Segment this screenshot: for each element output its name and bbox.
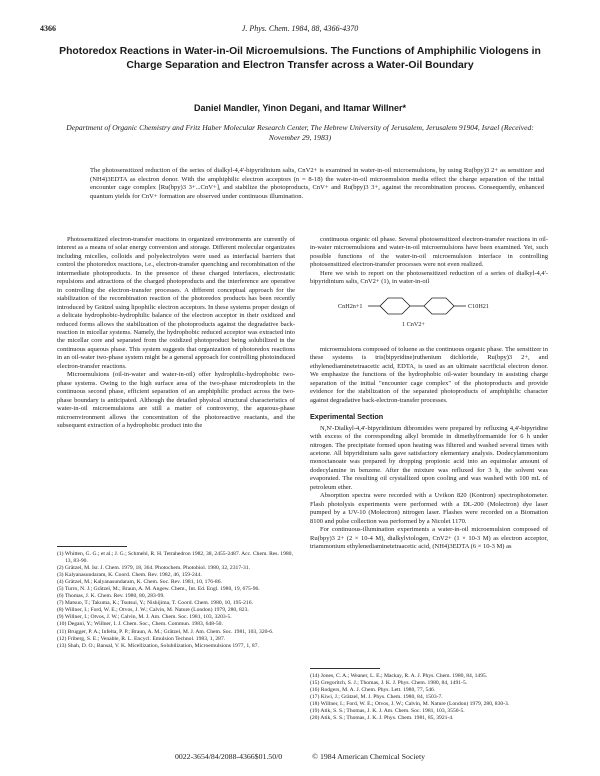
structure-right-group: C10H21	[468, 303, 489, 310]
footnote-rule-left	[57, 546, 127, 547]
reference: (15) Gregoritch, S. J.; Thomas, J. K. J. Phys. Chem. 1980, 84, 1491-5.	[310, 680, 468, 687]
left-column	[57, 236, 295, 430]
body-paragraph: Here we wish to report on the photosensitized reduction of a series of dialkyl-4,4'-bipyridinium salts, CnV2+ (1), in water-in-oil	[310, 269, 548, 286]
body-paragraph: microemulsions composed of toluene as the continuous organic phase. The sensitizer in these systems is tris(bipyridine)ruthenium dichloride, Ru(bpy)3 2+, and ethylenediaminetetraacetic acid, EDTA, is used as an ultimate sacrificial electron donor. We emphasize the functions of the hydrophobic oil-water boundary in assisting charge separation of the initial "encounter cage complex" of the photoproducts and provide evidence for the stabilization of the separated photoproducts of amphiphilic character against degradative back-electron-transfer processes.	[310, 346, 548, 404]
reference: (1) Whitten, G. G.; et al.; J. G.; Schmehl, R. H. Tetrahedron 1982, 38, 2455-2487. Acc. Chem. Res. 1980, 13, 83-90.	[57, 551, 293, 565]
structure-caption: 1 CnV2+	[402, 321, 425, 328]
reference: (6) Thomas, J. K. Chem. Rev. 1980, 80, 283-99.	[57, 593, 165, 600]
body-paragraph: Microemulsions (oil-in-water and water-in-oil) offer hydrophilic-hydrophobic two-phase systems. Owing to the high surface area of the two-phase microdroplets in the continuous second phase, efficient separation of an amphiphilic product across the two-phase boundary is anticipated. Although the detailed physical structural characteristics of water-in-oil microemulsions are still a matter of controversy, the aqueous-phase microenvironment allows the concentration of the photoreactive reactants, and the subsequent extraction of a hydrophobic product into the	[57, 371, 295, 429]
reference: (7) Matsuo, T.; Takuma, K.; Tsutsui, Y.; Nishijima, T. Coord. Chem. 1980, 10, 195-216.	[57, 600, 253, 607]
reference: (11) Brugger, P. A.; Infelta, P. P.; Braun, A. M.; Grätzel, M. J. Am. Chem. Soc. 1981, 103, 320-6.	[57, 628, 274, 635]
structure-left-group: CnH2n+1	[338, 303, 363, 310]
experimental-paragraph: Absorption spectra were recorded with a Uvikon 820 (Kontron) spectrophotometer. Flash photolysis experiments were performed with a DL-200 (Molectron) dye laser pumped by a UV-10 (Molectron) nitrogen laser. Flashes were recorded on a Biomation 8100 and pulse collection was performed by a Nicolet 1170.	[310, 492, 548, 525]
reference: (2) Grätzel, M. Isr. J. Chem. 1979, 18, 364. Photochem. Photobiol. 1980, 32, 2317-31.	[57, 565, 250, 572]
references-left	[57, 551, 295, 650]
article-code: 0022-3654/84/2088-4366$01.50/0	[174, 752, 283, 761]
page-number: 4366	[40, 24, 56, 33]
reference: (18) Willner, I.; Ford, W. E.; Otvos, J. W.; Calvin, M. Nature (London) 1979, 280, 830-3.	[310, 701, 510, 708]
footnote-rule-right	[310, 668, 380, 669]
experimental-paragraph: N,N'-Dialkyl-4,4'-bipyridinium dibromides were prepared by refluxing 4,4'-bipyridine with excess of the corresponding alkyl bromide in dimethylformamide for 6 h under nitrogen. The precipitate formed upon heating was filtered and washed several times with acetone. All bipyridinium salts gave satisfactory elementary analysis. Dodecylammonium monoctanoate was prepared by dropping propionic acid into an equimolar amount of dodecylamine in benzene. After the mixture was refluxed for 3 h, the solvent was evaporated. The resulting oil crystallized upon cooling and was washed with 100 mL of petroleum ether.	[310, 424, 548, 491]
reference: (4) Grätzel, M.; Kalyanasundaram, K. Chem. Soc. Rev. 1981, 10, 176-86.	[57, 579, 222, 586]
abstract: The photosensitized reduction of the series of dialkyl-4,4'-bipyridinium salts, CnV2+ is examined in water-in-oil microemulsions, by using Ru(bpy)3 2+ as sensitizer and (NH4)3EDTA as electron donor. With the amphiphilic electron acceptors (n = 8-18) the water-in-oil microemulsion media effect the charge separation of the initial encounter cage complex [Ru(bpy)3 3+...CnV+], and stabilize the photoproducts, CnV+ and Ru(bpy)3 3+, against the recombination process. Consequently, enhanced quantum yields for CnV+ formation are observed under continuous illumination.	[90, 167, 544, 200]
viologen-structure-diagram	[332, 292, 532, 332]
page-footer	[40, 752, 560, 761]
journal-citation: J. Phys. Chem. 1984, 88, 4366-4370	[241, 24, 359, 33]
reference: (13) Shah, D. O.; Bansal, V. K. Micellization, Solubilization, Microemulsions 1977, 1, 87.	[57, 642, 259, 649]
body-paragraph: Photosensitized electron-transfer reactions in organized environments are currently of interest as a means of solar energy conversion and storage. Different molecular organizates including micelles, colloids and polyelectrolytes were used as interfacial barriers that control the photoredox reactions, i.e., electron-transfer quenching and recombination of the intermediate photoproducts. In the presence of these charged interfaces, electrostatic repulsions and attractions of the charged photoproducts and the interference are operative in controlling the electron-transfer processes. A different conceptual approach for the stabilization of the recombination reaction of the photoredox products has been recently introduced by Grätzel using lipophilic electron acceptors. In these systems proper design of a delicate hydrophobic-hydrophilic balance of the electron acceptor in their oxidized and reduced forms allows the stabilization of the photoproducts against the degradative back-reaction in micellar systems. Namely, the hydrophobic reduced acceptor was extracted into the micellar core and separated from the oxidized photoproduct being solubilized in the continuous aqueous phase. This system suggests that organization of photoredox reactions in an oil-water two-phase system might be a general approach for controlling photoinduced electron-transfer reactions.	[57, 236, 295, 370]
author-list: Daniel Mandler, Yinon Degani, and Itamar Willner*	[194, 103, 406, 113]
reference: (3) Kalyanasundaram, K. Coord. Chem. Rev. 1982, 46, 159-244.	[57, 572, 202, 579]
right-column-body	[310, 346, 548, 551]
body-paragraph: continuous organic oil phase. Several photosensitized electron-transfer reactions in oil-in-water microemulsions and water-in-oil microemulsions have been examined. Yet, such possible functions of the water-in-oil microemulsion interface in controlling photosensitized electron-transfer processes were not even realized.	[310, 236, 548, 269]
running-header	[40, 24, 560, 36]
reference: (17) Kiwi, J.; Grätzel, M. J. Phys. Chem. 1980, 84, 1503-7.	[310, 694, 443, 701]
reference: (19) Atik, S. S.; Thomas, J. K. J. Am. Chem. Soc. 1981, 103, 3550-5.	[310, 708, 465, 715]
experimental-paragraph: For continuous-illumination experiments a water-in-oil microemulsion composed of Ru(bpy)3 2+ (2 × 10-4 M), dialkylviologen, CnV2+ (1 × 10-3 M) as electron acceptor, triammonium ethylenediaminetetraacetic acid, (NH4)3EDTA (6 × 10-3 M) as	[310, 526, 548, 550]
section-heading: Experimental Section	[310, 412, 384, 422]
reference: (9) Willner, I.; Otvos, J. W.; Calvin, M. J. Am. Chem. Soc. 1981, 103, 3203-5.	[57, 614, 232, 621]
reference: (14) Jones, C. A.; Weaner, L. E.; Mackay, R. A. J. Phys. Chem. 1980, 84, 1495.	[310, 673, 488, 679]
reference: (20) Atik, S. S.; Thomas, J. K. J. Phys. Chem. 1981, 85, 3921-4.	[310, 715, 454, 722]
reference: (5) Turro, N. J.; Grätzel, M.; Braun, A. M. Angew. Chem., Int. Ed. Engl. 1980, 19, 675-96.	[57, 586, 260, 593]
copyright-notice: © 1984 American Chemical Society	[312, 752, 426, 761]
reference: (10) Degani, Y.; Willner, I. J. Chem. Soc., Chem. Commun. 1983, 648-50.	[57, 621, 223, 628]
reference: (8) Willner, I.; Ford, W. E.; Otvos, J. W.; Calvin, M. Nature (London) 1979, 280, 823.	[57, 607, 249, 614]
reference: (16) Rodgers, M. A. J. Chem. Phys. Lett. 1980, 77, 546.	[310, 687, 436, 694]
right-column-top	[310, 236, 548, 287]
reference: (12) Friberg, S. E.; Venable, R. L. Encycl. Emulsion Technol. 1983, 1, 287.	[57, 635, 226, 642]
pyridinium-ring-right	[424, 298, 454, 314]
article-title: Photoredox Reactions in Water-in-Oil Microemulsions. The Functions of Amphiphilic Viologens in Charge Separation and Electron Transfer across a Water-Oil Boundary	[59, 46, 541, 71]
references-right	[310, 673, 548, 722]
pyridinium-ring-left	[380, 298, 410, 314]
affiliation: Department of Organic Chemistry and Fritz Haber Molecular Research Center, The Hebrew University of Jerusalem, Jerusalem 91904, Israel (Received: November 29, 1983)	[66, 123, 534, 142]
